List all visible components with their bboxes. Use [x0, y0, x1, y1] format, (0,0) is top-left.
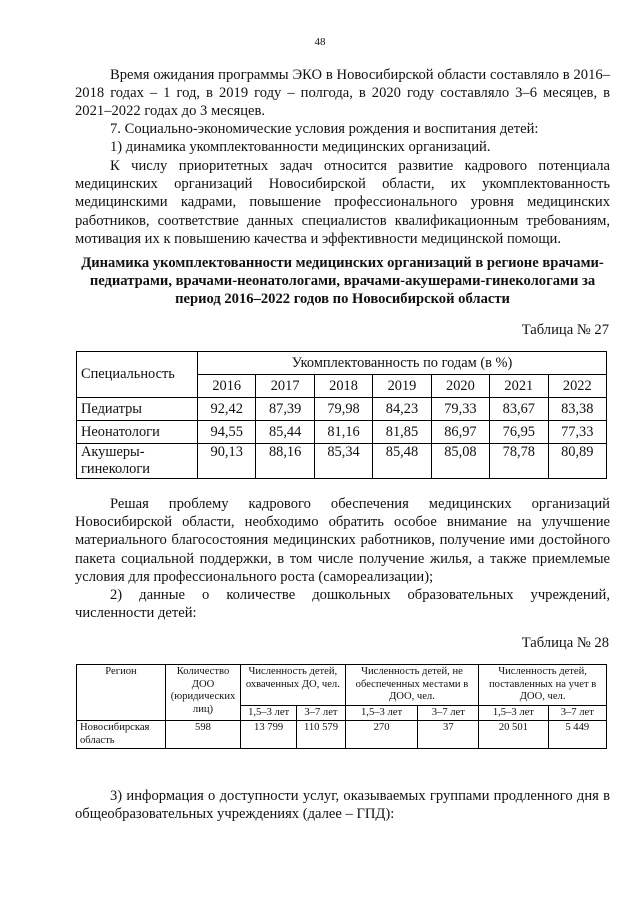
- header-year: 2016: [198, 375, 256, 398]
- table-cell: 20 501: [479, 721, 548, 749]
- preschool-table: [76, 664, 607, 749]
- header-age-1-5-3: 1,5–3 лет: [479, 705, 548, 721]
- table-cell: 13 799: [241, 721, 297, 749]
- table-cell: 85,08: [431, 444, 489, 479]
- header-age-1-5-3: 1,5–3 лет: [241, 705, 297, 721]
- paragraph-eco-waiting: Время ожидания программы ЭКО в Новосибирской области составляло в 2016–2018 годах – 1 год, в 2019 году – полгода, в 2020 году составляло 3–6 месяцев, в 2021–2022 годах до 3 месяцев.: [75, 67, 610, 120]
- table-cell: 87,39: [256, 398, 314, 421]
- table-row: [77, 721, 607, 749]
- header-year: 2022: [548, 375, 606, 398]
- table-cell: 84,23: [373, 398, 431, 421]
- table-cell: 270: [345, 721, 418, 749]
- paragraph-item-3: 3) информация о доступности услуг, оказываемых группами продленного дня в общеобразовательных учреждениях (далее – ГПД):: [75, 788, 610, 823]
- table-cell: 37: [418, 721, 479, 749]
- header-age-1-5-3: 1,5–3 лет: [345, 705, 418, 721]
- table-27-heading: Динамика укомплектованности медицинских организаций в регионе врачами-педиатрами, врачами-неонатологами, врачами-акушерами-гинекологами за период 2016–2022 годов по Новосибирской области: [81, 255, 604, 307]
- paragraph-item-1: 1) динамика укомплектованности медицинских организаций.: [110, 139, 491, 155]
- table-row: [77, 398, 607, 421]
- table-cell: 80,89: [548, 444, 606, 479]
- table-cell: 81,85: [373, 421, 431, 444]
- header-children-unprovided: Численность детей, не обеспеченных местами в ДОО, чел.: [345, 665, 479, 706]
- table-cell: 78,78: [490, 444, 548, 479]
- header-age-3-7: 3–7 лет: [548, 705, 606, 721]
- table-cell: 88,16: [256, 444, 314, 479]
- table-cell: 598: [166, 721, 241, 749]
- table-cell: 79,98: [314, 398, 372, 421]
- paragraph-staffing-solution: Решая проблему кадрового обеспечения медицинских организаций Новосибирской области, необходимо обратить особое внимание на улучшение материального благосостояния медицинских работников, получение ими достойного пакета социальной поддержки, в том числе получение жилья, а также приемлемые условия для профессионального роста (самореализации);: [75, 496, 610, 585]
- table-row: [77, 444, 607, 479]
- table-cell: 79,33: [431, 398, 489, 421]
- header-year: 2019: [373, 375, 431, 398]
- table-27-caption: Таблица № 27: [521, 322, 609, 338]
- table-cell: 77,33: [548, 421, 606, 444]
- header-year: 2017: [256, 375, 314, 398]
- table-cell: 86,97: [431, 421, 489, 444]
- staffing-table: [76, 351, 607, 479]
- header-year: 2021: [490, 375, 548, 398]
- header-year: 2020: [431, 375, 489, 398]
- page-number: 48: [314, 36, 326, 48]
- header-doo-count: Количество ДОО (юридических лиц): [166, 665, 241, 721]
- row-specialty: Неонатологи: [77, 421, 198, 444]
- table-cell: 81,16: [314, 421, 372, 444]
- header-region: Регион: [77, 665, 166, 721]
- table-cell: 85,34: [314, 444, 372, 479]
- header-staffing-by-year: Укомплектованность по годам (в %): [198, 352, 607, 375]
- table-cell: 83,38: [548, 398, 606, 421]
- table-cell: 94,55: [198, 421, 256, 444]
- row-specialty: Акушеры-гинекологи: [77, 444, 198, 479]
- header-specialty: Специальность: [77, 352, 198, 398]
- header-year: 2018: [314, 375, 372, 398]
- table-cell: 110 579: [297, 721, 345, 749]
- header-children-covered: Численность детей, охваченных ДО, чел.: [241, 665, 346, 706]
- table-cell: 92,42: [198, 398, 256, 421]
- paragraph-priority-tasks: К числу приоритетных задач относится развитие кадрового потенциала медицинских организаций Новосибирской области, их укомплектованность медицинскими кадрами, повышение профессионального уровня медицинских работников, соответствие данных специалистов квалификационным требованиям, мотивация их к повышению качества и эффективности медицинской помощи.: [75, 158, 610, 247]
- row-specialty: Педиатры: [77, 398, 198, 421]
- paragraph-section-7: 7. Социально-экономические условия рождения и воспитания детей:: [110, 121, 539, 137]
- table-row: [77, 421, 607, 444]
- header-children-queued: Численность детей, поставленных на учет в ДОО, чел.: [479, 665, 607, 706]
- table-cell: 85,48: [373, 444, 431, 479]
- table-cell: 5 449: [548, 721, 606, 749]
- table-cell: 85,44: [256, 421, 314, 444]
- paragraph-item-2: 2) данные о количестве дошкольных образовательных учреждений, численности детей:: [75, 587, 610, 622]
- table-28-caption: Таблица № 28: [521, 635, 609, 651]
- table-cell: 90,13: [198, 444, 256, 479]
- table-cell: 83,67: [490, 398, 548, 421]
- header-age-3-7: 3–7 лет: [418, 705, 479, 721]
- table-cell: 76,95: [490, 421, 548, 444]
- header-age-3-7: 3–7 лет: [297, 705, 345, 721]
- row-region: Новосибирская область: [77, 721, 166, 749]
